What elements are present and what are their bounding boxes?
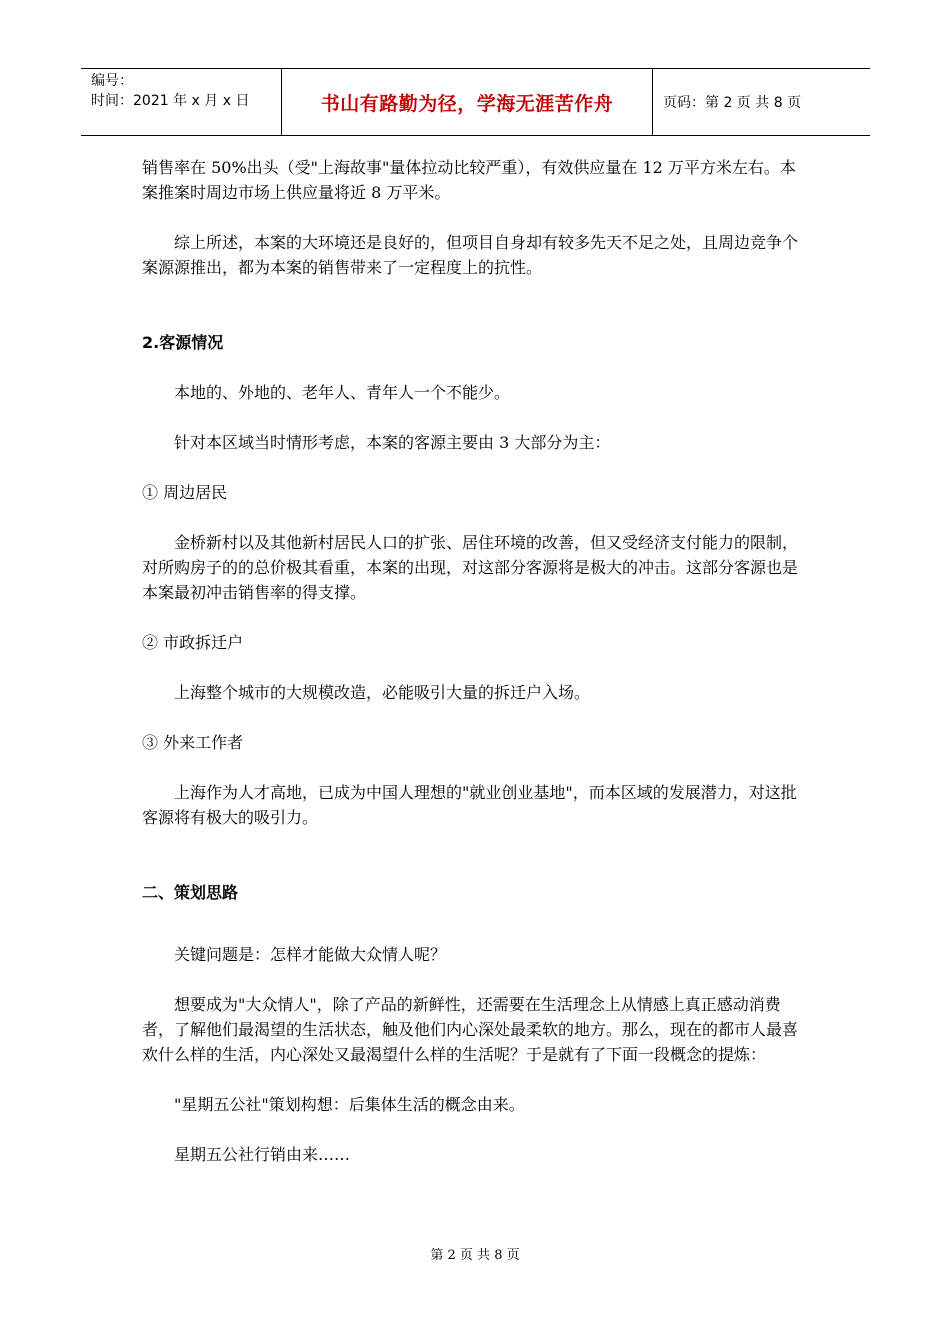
paragraph: 综上所述，本案的大环境还是良好的，但项目自身却有较多先天不足之处，且周边竞争个案源源推出，都为本案的销售带来了一定程度上的抗性。 [142, 233, 799, 277]
document-number-label: 编号： [91, 73, 133, 89]
paragraph: 星期五公社行销由来…… [174, 1145, 351, 1164]
paragraph: 销售率在 50%出头（受"上海故事"量体拉动比较严重），有效供应量在 12 万平方米左右。本案推案时周边市场上供应量将近 8 万平米。 [142, 158, 796, 202]
section-heading-customers: 2.客源情况 [142, 333, 224, 352]
paragraph: 想要成为"大众情人"，除了产品的新鲜性，还需要在生活理念上从情感上真正感动消费者，了解他们最渴望的生活状态，触及他们内心深处最柔软的地方。那么，现在的都市人最喜欢什么样的生活，内心深处又最渴望什么样的生活呢？于是就有了下面一段概念的提炼： [142, 995, 799, 1064]
list-item-heading: ① 周边居民 [142, 483, 228, 502]
header-meta [81, 69, 282, 135]
list-item-heading: ③ 外来工作者 [142, 733, 244, 752]
paragraph: 关键问题是：怎样才能做大众情人呢？ [174, 945, 447, 964]
page-header [81, 68, 870, 136]
list-item-heading: ② 市政拆迁户 [142, 633, 244, 652]
paragraph: 上海整个城市的大规模改造，必能吸引大量的拆迁户入场。 [174, 683, 591, 702]
document-body [142, 155, 802, 1167]
paragraph: 金桥新村以及其他新村居民人口的扩张、居住环境的改善，但又受经济支付能力的限制，对所购房子的的总价极其看重，本案的出现，对这部分客源将是极大的冲击。这部分客源也是本案最初冲击销售率的得支撑。 [142, 533, 799, 602]
page-footer: 第 2 页 共 8 页 [430, 1248, 520, 1263]
section-heading-planning: 二、策划思路 [142, 883, 239, 902]
paragraph: 针对本区域当时情形考虑，本案的客源主要由 3 大部分为主： [174, 433, 611, 452]
document-time-label: 时间：2021 年 x 月 x 日 [91, 93, 250, 109]
paragraph: "星期五公社"策划构想：后集体生活的概念由来。 [174, 1095, 525, 1114]
header-motto: 书山有路勤为径，学海无涯苦作舟 [282, 69, 653, 135]
paragraph: 上海作为人才高地，已成为中国人理想的"就业创业基地"，而本区域的发展潜力，对这批客源将有极大的吸引力。 [142, 783, 797, 827]
paragraph: 本地的、外地的、老年人、青年人一个不能少。 [174, 383, 511, 402]
header-page-info: 页码：第 2 页 共 8 页 [663, 95, 802, 111]
